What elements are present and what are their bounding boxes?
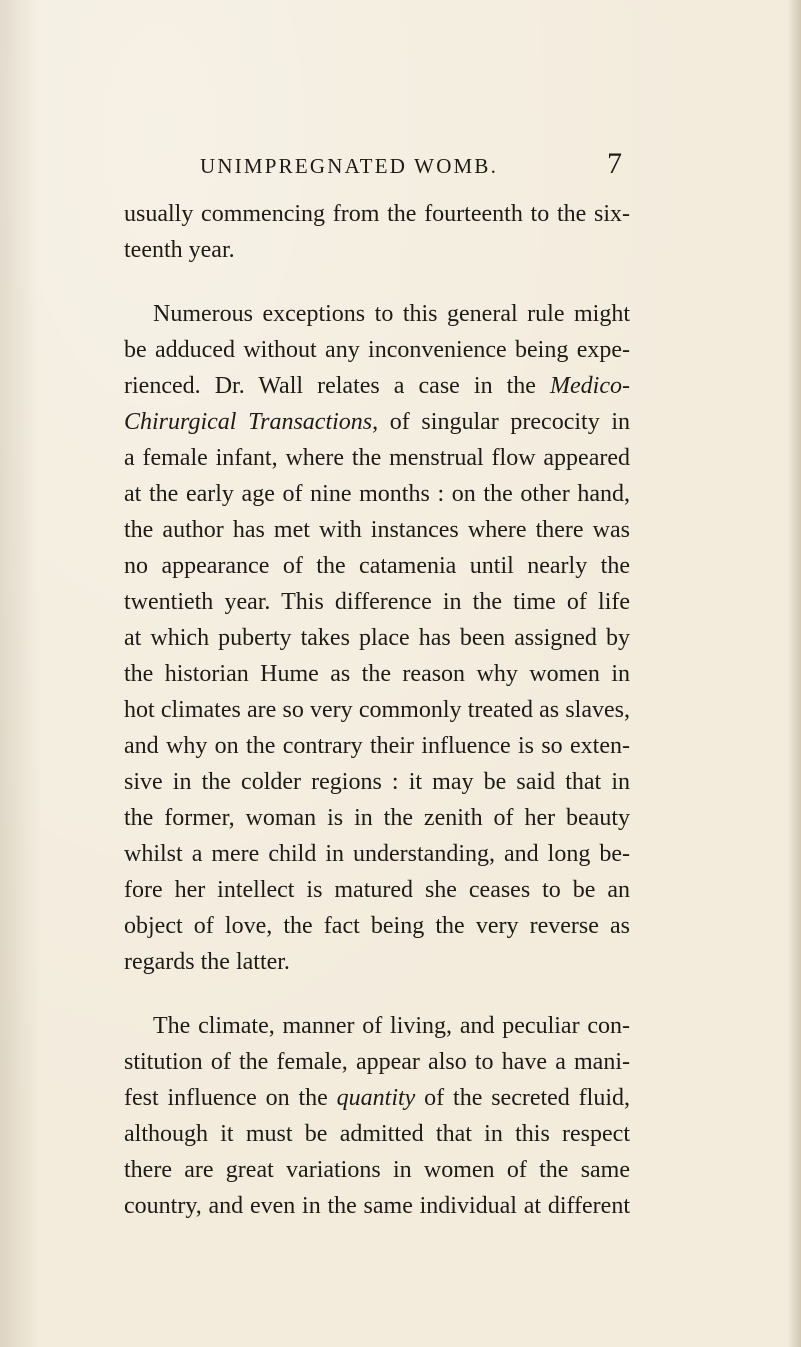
text-segment: of the secreted fluid,: [415, 1085, 630, 1111]
running-head: [0, 149, 801, 183]
text-line: [124, 1080, 630, 1116]
text-line: the historian Hume as the reason why women in: [124, 661, 630, 687]
page-number: 7: [607, 147, 622, 180]
text-segment: rienced. Dr. Wall relates a case in the: [124, 373, 551, 399]
text-line: usually commencing from the fourteenth to the six-: [124, 201, 630, 227]
text-line: sive in the colder regions : it may be said that in: [124, 769, 630, 795]
text-line: Numerous exceptions to this general rule might: [153, 301, 630, 327]
running-head-title: UNIMPREGNATED WOMB.: [200, 154, 499, 178]
text-line: be adduced without any inconvenience being expe-: [124, 337, 630, 363]
text-line: although it must be admitted that in this respect: [124, 1121, 630, 1147]
text-segment: of singular precocity in: [378, 409, 631, 435]
text-line: country, and even in the same individual at different: [124, 1193, 630, 1219]
text-line: the former, woman is in the zenith of her beauty: [124, 805, 630, 831]
text-line: stitution of the female, appear also to have a mani-: [124, 1049, 630, 1075]
text-line: at which puberty takes place has been assigned by: [124, 625, 630, 651]
text-line: twentieth year. This difference in the time of life: [124, 589, 630, 615]
text-line: hot climates are so very commonly treated as slaves,: [124, 697, 630, 723]
text-line: there are great variations in women of the same: [124, 1157, 630, 1183]
paragraph-1: [124, 196, 630, 268]
text-line: [124, 404, 630, 440]
italic-title: Chirurgical Transactions,: [124, 409, 379, 435]
page-edge-shadow: [787, 0, 801, 1347]
text-line: regards the latter.: [124, 949, 290, 975]
text-line: a female infant, where the menstrual flow appeared: [124, 445, 630, 471]
paragraph-2: [124, 296, 630, 980]
paragraph-3: [124, 1008, 630, 1224]
text-segment: fest influence on the: [124, 1085, 337, 1111]
text-line: [124, 368, 630, 404]
italic-title: Medico-: [550, 373, 630, 399]
text-line: at the early age of nine months : on the other hand,: [124, 481, 630, 507]
text-line: no appearance of the catamenia until nearly the: [124, 553, 630, 579]
italic-word: quantity: [336, 1085, 416, 1111]
text-line: the author has met with instances where there was: [124, 517, 630, 543]
text-line: The climate, manner of living, and peculiar con-: [153, 1013, 630, 1039]
text-line: fore her intellect is matured she ceases to be an: [124, 877, 630, 903]
text-line: and why on the contrary their influence is so exten-: [124, 733, 630, 759]
text-line: whilst a mere child in understanding, and long be-: [124, 841, 630, 867]
body-text: [124, 196, 630, 1224]
text-line: teenth year.: [124, 237, 235, 263]
text-line: object of love, the fact being the very reverse as: [124, 913, 630, 939]
